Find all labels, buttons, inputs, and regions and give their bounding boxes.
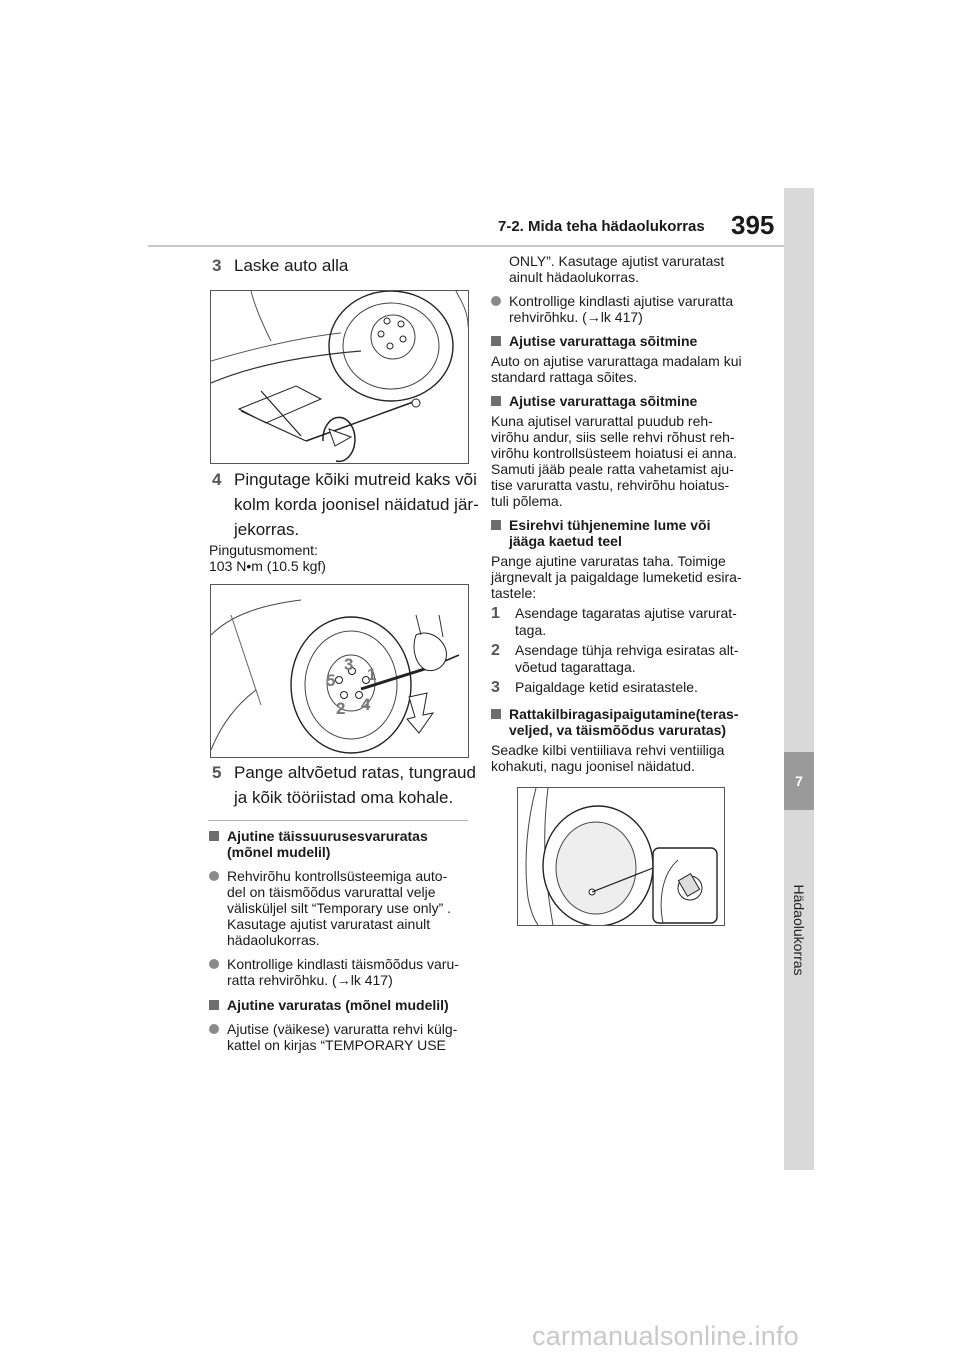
order-label-4: 4 [361,695,371,714]
chain-step-3: 3 Paigaldage ketid esiratastele. [491,679,698,696]
square-bullet-icon [209,1000,219,1010]
site-watermark: carmanualsonline.info [532,1321,799,1351]
note-heading-driving-temp-spare-2: Ajutise varurattaga sõitmine [491,393,753,409]
chapter-number-tab[interactable]: 7 [784,752,814,810]
note-bullet-check-temp-pressure: Kontrollige kindlasti ajutise varuratta rehvirõhku. (→lk 417) [491,293,753,325]
step-5 [212,760,476,810]
order-label-2: 2 [336,699,346,718]
step-4 [212,467,479,542]
page-number: 395 [731,210,775,240]
section-title: 7-2. Mida teha hädaolukorras [498,218,705,235]
left-notes [209,828,471,1053]
paragraph-tpms-warning: Kuna ajutisel varurattal puudub reh- virõhu andur, siis selle rehvi rõhust reh- virõhu kontrollsüsteem hoiatusi ei anna. Samuti jääb peale ratta vahetamist aju- tise varuratta vastu, rehvirõhu hoiatus- tuli põlema. [491,413,737,509]
step-text: Laske auto alla [234,256,349,275]
note-bullet-tpms-label: Rehvirõhu kontrollsüsteemiga auto- del on täismõõdus varurattal velje välisküljel silt “Temporary use only” . Kasutage ajutist varuratast ainult hädaolukorras. [209,868,471,948]
order-label-3: 3 [344,655,354,674]
step-text-line: Pange altvõetud ratas, tungraud [234,763,476,782]
note-bullet-check-pressure: Kontrollige kindlasti täismõõdus varu- ratta rehvirõhku. (→lk 417) [209,956,471,988]
round-bullet-icon [209,1024,219,1034]
paragraph-lower-vehicle: Auto on ajutise varurattaga madalam kui standard rattaga sõites. [491,353,742,385]
torque-value: 103 N•m (10.5 kgf) [209,558,326,574]
step-text-line: jekorras. [234,520,300,539]
wheel-cover-illustration [518,788,724,925]
square-bullet-icon [491,396,501,406]
note-heading-wheel-cover: Rattakilbiragasipaigutamine(teras- veljed, va täismõõdus varuratas) [491,706,753,738]
round-bullet-icon [209,959,219,969]
paragraph-valve-alignment: Seadke kilbi ventiiliava rehvi ventiiliga kohakuti, nagu joonisel näidatud. [491,742,725,774]
section-separator [208,820,468,821]
chain-step-2: 2 Asendage tühja rehviga esiratas alt- võetud tagarattaga. [491,642,739,675]
round-bullet-icon [209,871,219,881]
step-3 [212,253,348,278]
square-bullet-icon [491,709,501,719]
round-bullet-icon [491,296,501,306]
note-heading-fullsize-spare: Ajutine täissuurusesvaruratas (mõnel mudelil) [209,828,471,860]
step-text-line: ja kõik tööriistad oma kohale. [234,788,454,807]
order-label-5: 5 [326,671,336,690]
step-text-line: kolm korda joonisel näidatud jär- [234,495,479,514]
paragraph-snow-chains: Pange ajutine varuratas taha. Toimige järgnevalt ja paigaldage lumeketid esira- tastele: [491,553,742,601]
chapter-label: Hädaolukorras [791,884,807,976]
right-notes [491,253,753,774]
figure-wheel-cover-valve [517,787,725,926]
square-bullet-icon [491,336,501,346]
square-bullet-icon [491,520,501,530]
order-label-1: 1 [367,665,377,684]
lug-nut-order-illustration [211,585,468,757]
note-heading-temporary-spare: Ajutine varuratas (mõnel mudelil) [209,997,471,1013]
page-reference-link[interactable]: →lk 417) [336,972,393,988]
jack-lowering-illustration [211,291,468,463]
figure-lower-car-jack [210,290,469,464]
note-bullet-continuation: ONLY”. Kasutage ajutist varuratast ainult hädaolukorras. [509,253,725,285]
header-rule [148,245,784,247]
torque-spec [209,542,326,574]
step-text-line: Pingutage kõiki mutreid kaks või [234,470,477,489]
step-number: 4 [212,470,222,489]
torque-label: Pingutusmoment: [209,542,318,558]
note-heading-flat-front-tire: Esirehvi tühjenemine lume või jääga kaetud teel [491,517,753,549]
step-number: 5 [212,763,222,782]
step-number: 3 [212,256,222,275]
chapter-side-tab [784,188,814,1170]
figure-tighten-order [210,584,469,758]
note-heading-driving-temp-spare: Ajutise varurattaga sõitmine [491,333,753,349]
square-bullet-icon [209,831,219,841]
note-bullet-temporary-sidewall: Ajutise (väikese) varuratta rehvi külg- kattel on kirjas “TEMPORARY USE [209,1021,471,1053]
chain-step-1: 1 Asendage tagaratas ajutise varurat- taga. [491,605,737,638]
